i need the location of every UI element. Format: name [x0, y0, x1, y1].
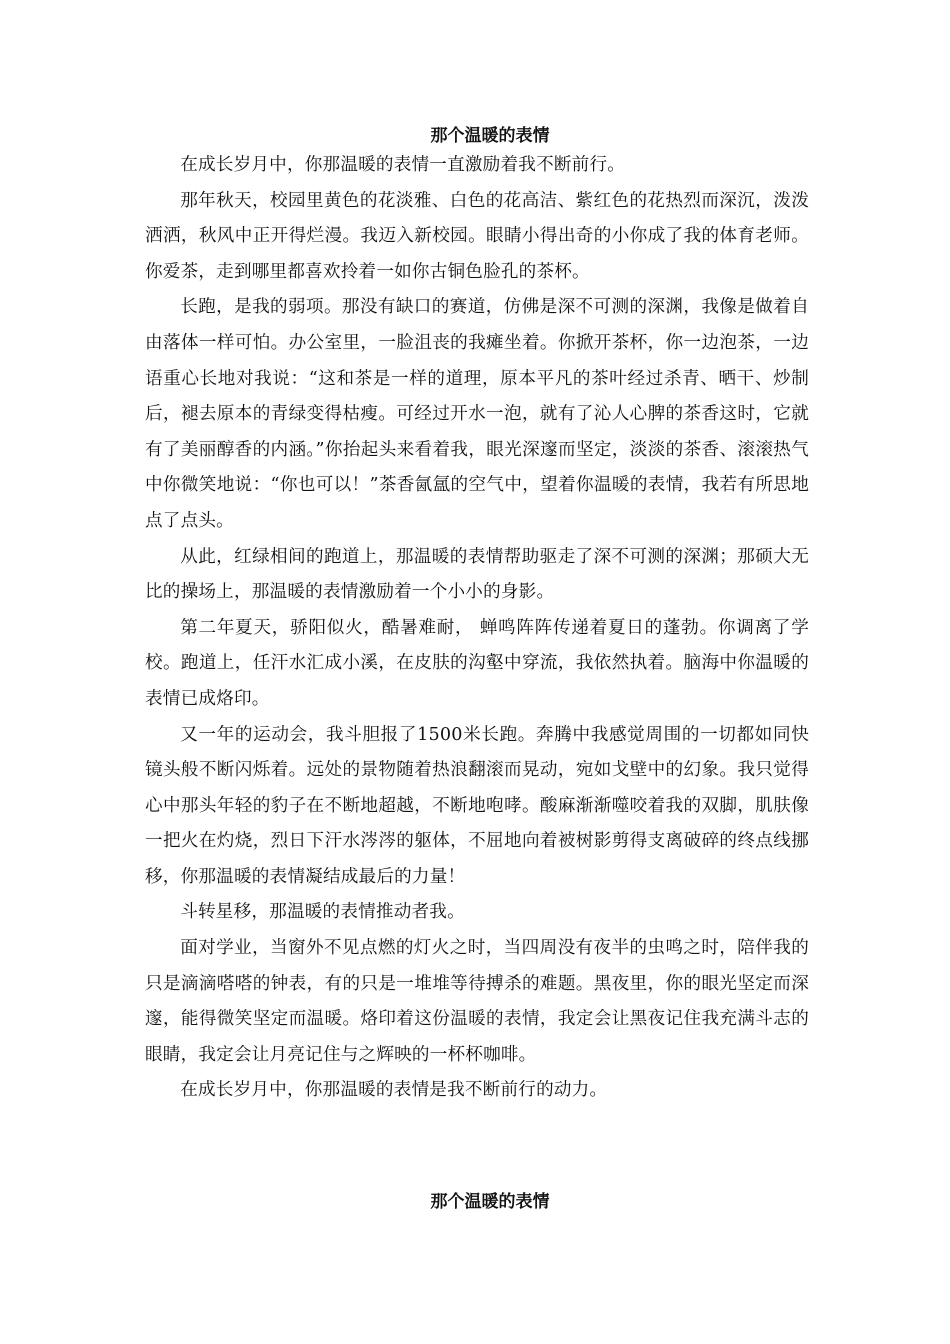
- paragraph: 那年秋天，校园里黄色的花淡雅、白色的花高洁、紫红色的花热烈而深沉，泼泼洒洒，秋风中正开得烂漫。我迈入新校园。眼睛小得出奇的小你成了我的体育老师。你爱茶，走到哪里都喜欢拎着一如你古铜色脸孔的茶杯。: [145, 190, 809, 282]
- paragraph: 第二年夏天，骄阳似火，酷暑难耐， 蝉鸣阵阵传递着夏日的蓬勃。你调离了学校。跑道上，任汗水汇成小溪，在皮肤的沟壑中穿流，我依然执着。脑海中你温暖的表情已成烙印。: [145, 617, 809, 709]
- paragraph: 长跑，是我的弱项。那没有缺口的赛道，仿佛是深不可测的深渊，我像是做着自由落体一样可怕。办公室里，一脸沮丧的我瘫坐着。你掀开茶杯，你一边泡茶，一边语重心长地对我说：“这和茶是一样的道理，原本平凡的茶叶经过杀青、晒干、炒制后，褪去原本的青绿变得枯瘦。可经过开水一泡，就有了沁人心脾的茶香这时，它就有了美丽醇香的内涵。”你抬起头来看着我，眼光深邃而坚定，淡淡的茶香、滚滚热气中你微笑地说：“你也可以！”茶香氤氲的空气中，望着你温暖的表情，我若有所思地点了点头。: [145, 297, 809, 531]
- paragraph: 又一年的运动会，我斗胆报了1500米长跑。奔腾中我感觉周围的一切都如同快镜头般不断闪烁着。远处的景物随着热浪翻滚而晃动，宛如戈壁中的幻象。我只觉得心中那头年轻的豹子在不断地超越，不断地咆哮。酸麻渐渐噬咬着我的双脚，肌肤像一把火在灼烧，烈日下汗水涔涔的躯体，不屈地向着被树影剪得支离破碎的终点线挪移，你那温暖的表情凝结成最后的力量！: [145, 724, 809, 887]
- document-title: 那个温暖的表情: [430, 126, 550, 146]
- paragraph: 面对学业，当窗外不见点燃的灯火之时，当四周没有夜半的虫鸣之时，陪伴我的只是滴滴嗒嗒的钟表，有的只是一堆堆等待搏杀的难题。黑夜里，你的眼光坚定而深邃，能得微笑坚定而温暖。烙印着这份温暖的表情，我定会让黑夜记住我充满斗志的眼睛，我定会让月亮记住与之辉映的一杯杯咖啡。: [145, 938, 809, 1065]
- second-document-title: 那个温暖的表情: [430, 1192, 550, 1212]
- document-body: [145, 148, 809, 1109]
- paragraph: 在成长岁月中，你那温暖的表情一直激励着我不断前行。: [180, 155, 626, 175]
- paragraph: 从此，红绿相间的跑道上，那温暖的表情帮助驱走了深不可测的深渊；那硕大无比的操场上，那温暖的表情激励着一个小小的身影。: [145, 546, 809, 603]
- paragraph: 在成长岁月中，你那温暖的表情是我不断前行的动力。: [180, 1080, 608, 1101]
- paragraph: 斗转星移，那温暖的表情推动者我。: [180, 902, 465, 923]
